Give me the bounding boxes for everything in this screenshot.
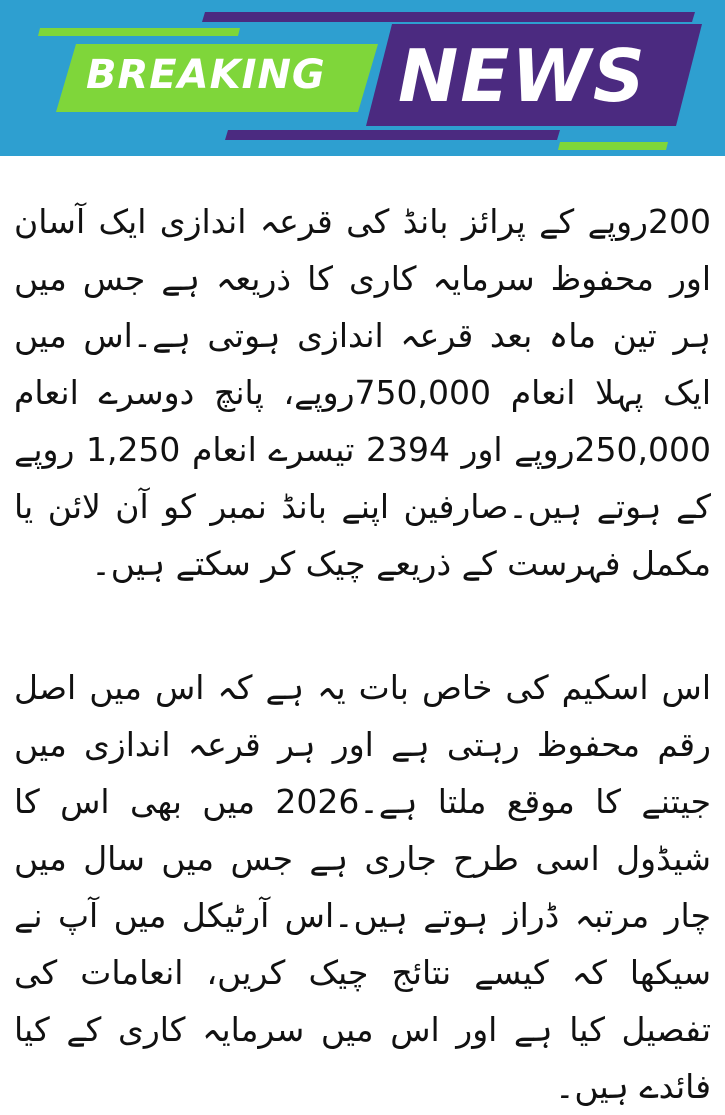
banner-green-stroke-bottom [558, 142, 668, 150]
breaking-label: BREAKING [86, 52, 326, 98]
news-label: NEWS [398, 34, 647, 118]
article-body [0, 156, 725, 1106]
article-paragraph-1: 200روپے کے پرائز بانڈ کی قرعہ اندازی ایک آسان اور محفوظ سرمایہ کاری کا ذریعہ ہے جس میں ہر تین ماہ بعد قرعہ اندازی ہوتی ہے۔اس میں ایک پہلا انعام 750,000روپے، پانچ دوسرے انعام 250,000روپے اور 2394 تیسرے انعام 1,250 روپے کے ہوتے ہیں۔صارفین اپنے بانڈ نمبر کو آن لائن یا مکمل فہرست کے ذریعے چیک کر سکتے ہیں۔ [14, 202, 711, 583]
banner-green-stroke-top [38, 28, 240, 36]
banner-bottom-stroke [225, 130, 560, 140]
article-paragraph-2: اس اسکیم کی خاص بات یہ ہے کہ اس میں اصل رقم محفوظ رہتی ہے اور ہر قرعہ اندازی میں جیتنے کا موقع ملتا ہے۔2026 میں بھی اس کا شیڈول اسی طرح جاری ہے جس میں سال میں چار مرتبہ ڈراز ہوتے ہیں۔اس آرٹیکل میں آپ نے سیکھا کہ کیسے نتائج چیک کریں، انعامات کی تفصیل کیا ہے اور اس میں سرمایہ کاری کے کیا فائدے ہیں۔ [14, 668, 711, 1106]
breaking-news-banner [0, 0, 725, 156]
banner-top-stroke [202, 12, 695, 22]
